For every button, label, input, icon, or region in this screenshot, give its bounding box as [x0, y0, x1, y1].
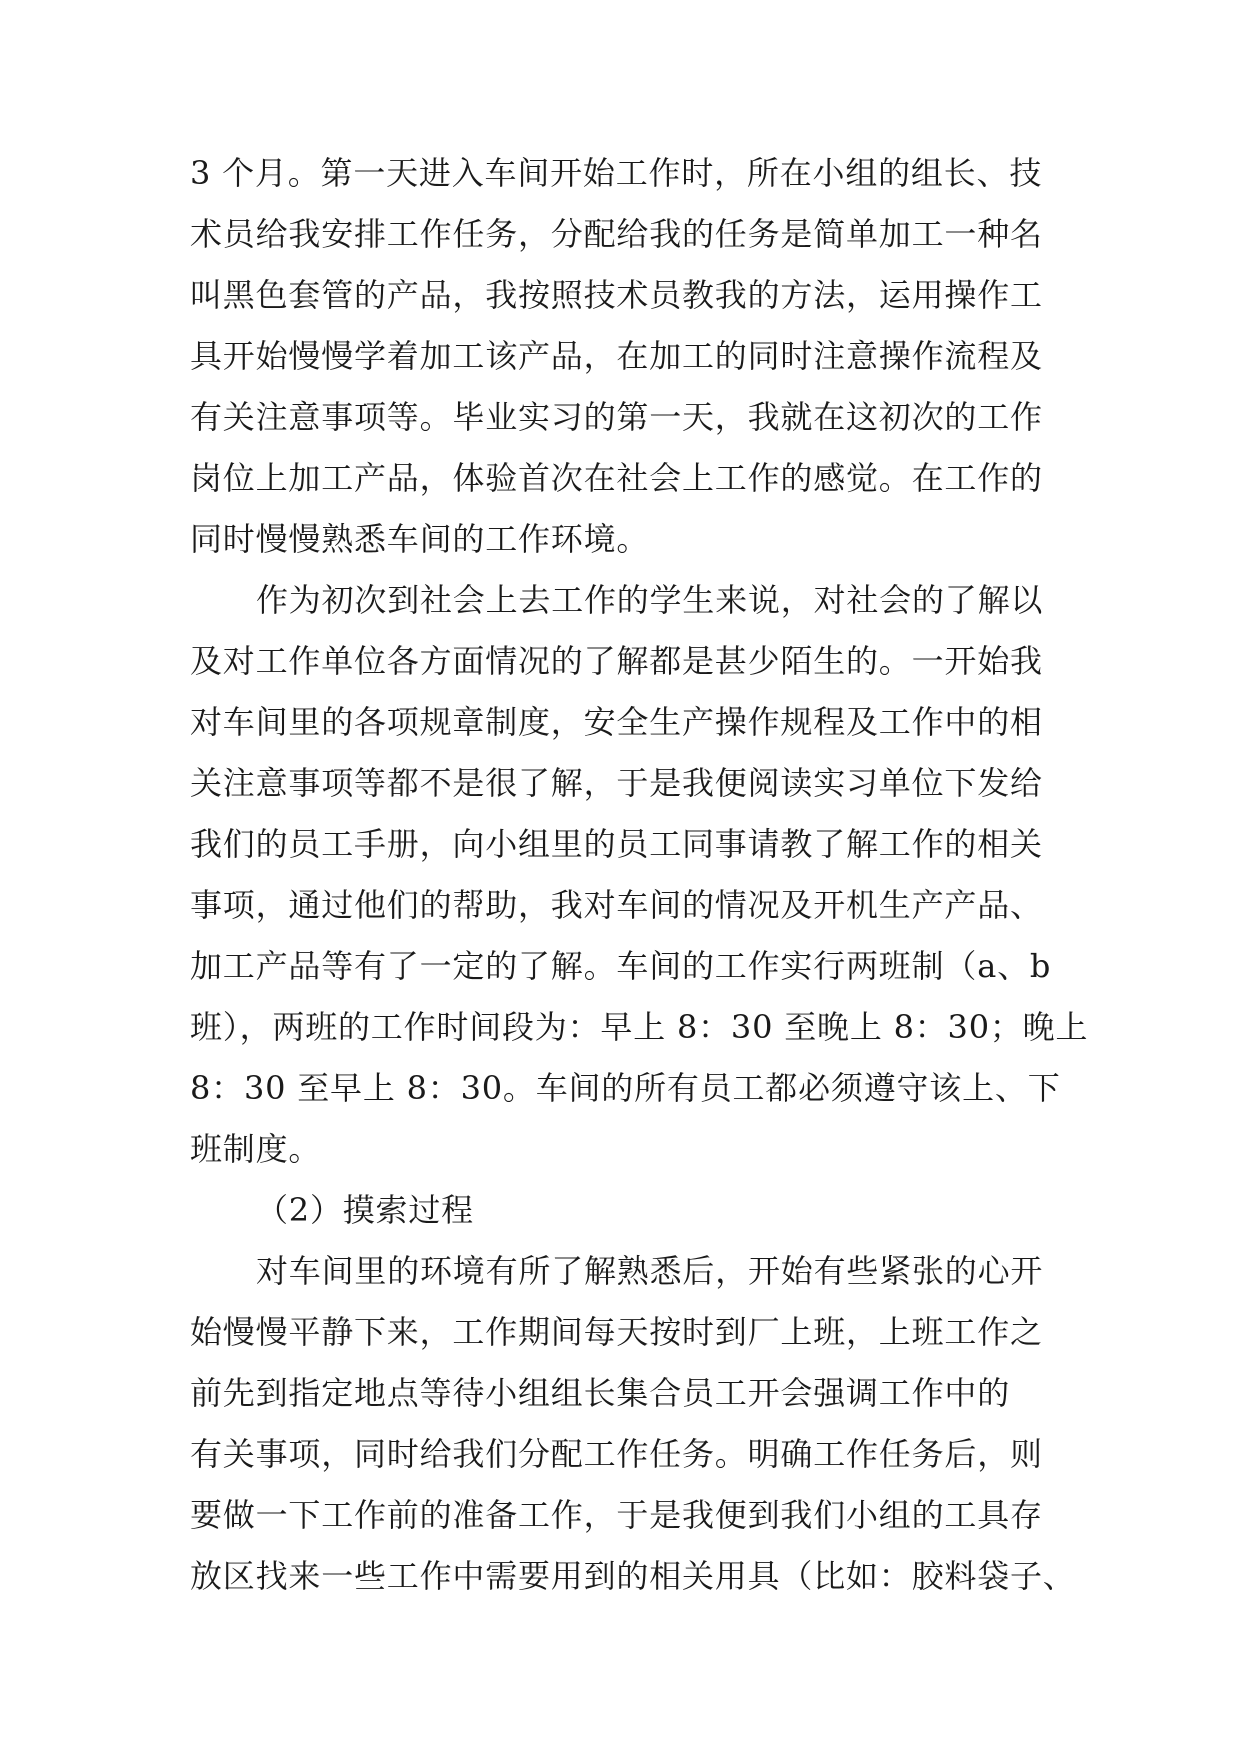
text-line: 事项，通过他们的帮助，我对车间的情况及开机生产产品、: [190, 886, 1043, 924]
text-line: 岗位上加工产品，体验首次在社会上工作的感觉。在工作的: [190, 459, 1043, 497]
text-line: 有关事项，同时给我们分配工作任务。明确工作任务后，则: [190, 1435, 1043, 1473]
text-line: 加工产品等有了一定的了解。车间的工作实行两班制（a、b: [190, 947, 1052, 985]
text-line: 要做一下工作前的准备工作，于是我便到我们小组的工具存: [190, 1496, 1043, 1534]
section-heading: （2）摸索过程: [256, 1191, 474, 1229]
text-line: 8：30 至早上 8：30。车间的所有员工都必须遵守该上、下: [190, 1069, 1061, 1107]
text-line: 叫黑色套管的产品，我按照技术员教我的方法，运用操作工: [190, 276, 1043, 314]
text-line: 班），两班的工作时间段为：早上 8：30 至晚上 8：30；晚上: [190, 1008, 1089, 1046]
text-line: 对车间里的各项规章制度，安全生产操作规程及工作中的相: [190, 703, 1043, 741]
text-line: 始慢慢平静下来，工作期间每天按时到厂上班，上班工作之: [190, 1313, 1043, 1351]
text-line: 关注意事项等都不是很了解，于是我便阅读实习单位下发给: [190, 764, 1043, 802]
text-line: 前先到指定地点等待小组组长集合员工开会强调工作中的: [190, 1374, 1011, 1412]
text-line: 及对工作单位各方面情况的了解都是甚少陌生的。一开始我: [190, 642, 1043, 680]
text-line: 3 个月。第一天进入车间开始工作时，所在小组的组长、技: [190, 154, 1043, 192]
text-line: 具开始慢慢学着加工该产品，在加工的同时注意操作流程及: [190, 337, 1043, 375]
paragraph-first-line: 作为初次到社会上去工作的学生来说，对社会的了解以: [256, 581, 1044, 619]
text-line: 班制度。: [190, 1130, 322, 1168]
text-line: 同时慢慢熟悉车间的工作环境。: [190, 520, 650, 558]
text-line: 放区找来一些工作中需要用到的相关用具（比如：胶料袋子、: [190, 1557, 1076, 1595]
text-line: 有关注意事项等。毕业实习的第一天，我就在这初次的工作: [190, 398, 1043, 436]
paragraph-first-line: 对车间里的环境有所了解熟悉后，开始有些紧张的心开: [256, 1252, 1044, 1290]
text-line: 术员给我安排工作任务，分配给我的任务是简单加工一种名: [190, 215, 1043, 253]
text-line: 我们的员工手册，向小组里的员工同事请教了解工作的相关: [190, 825, 1043, 863]
